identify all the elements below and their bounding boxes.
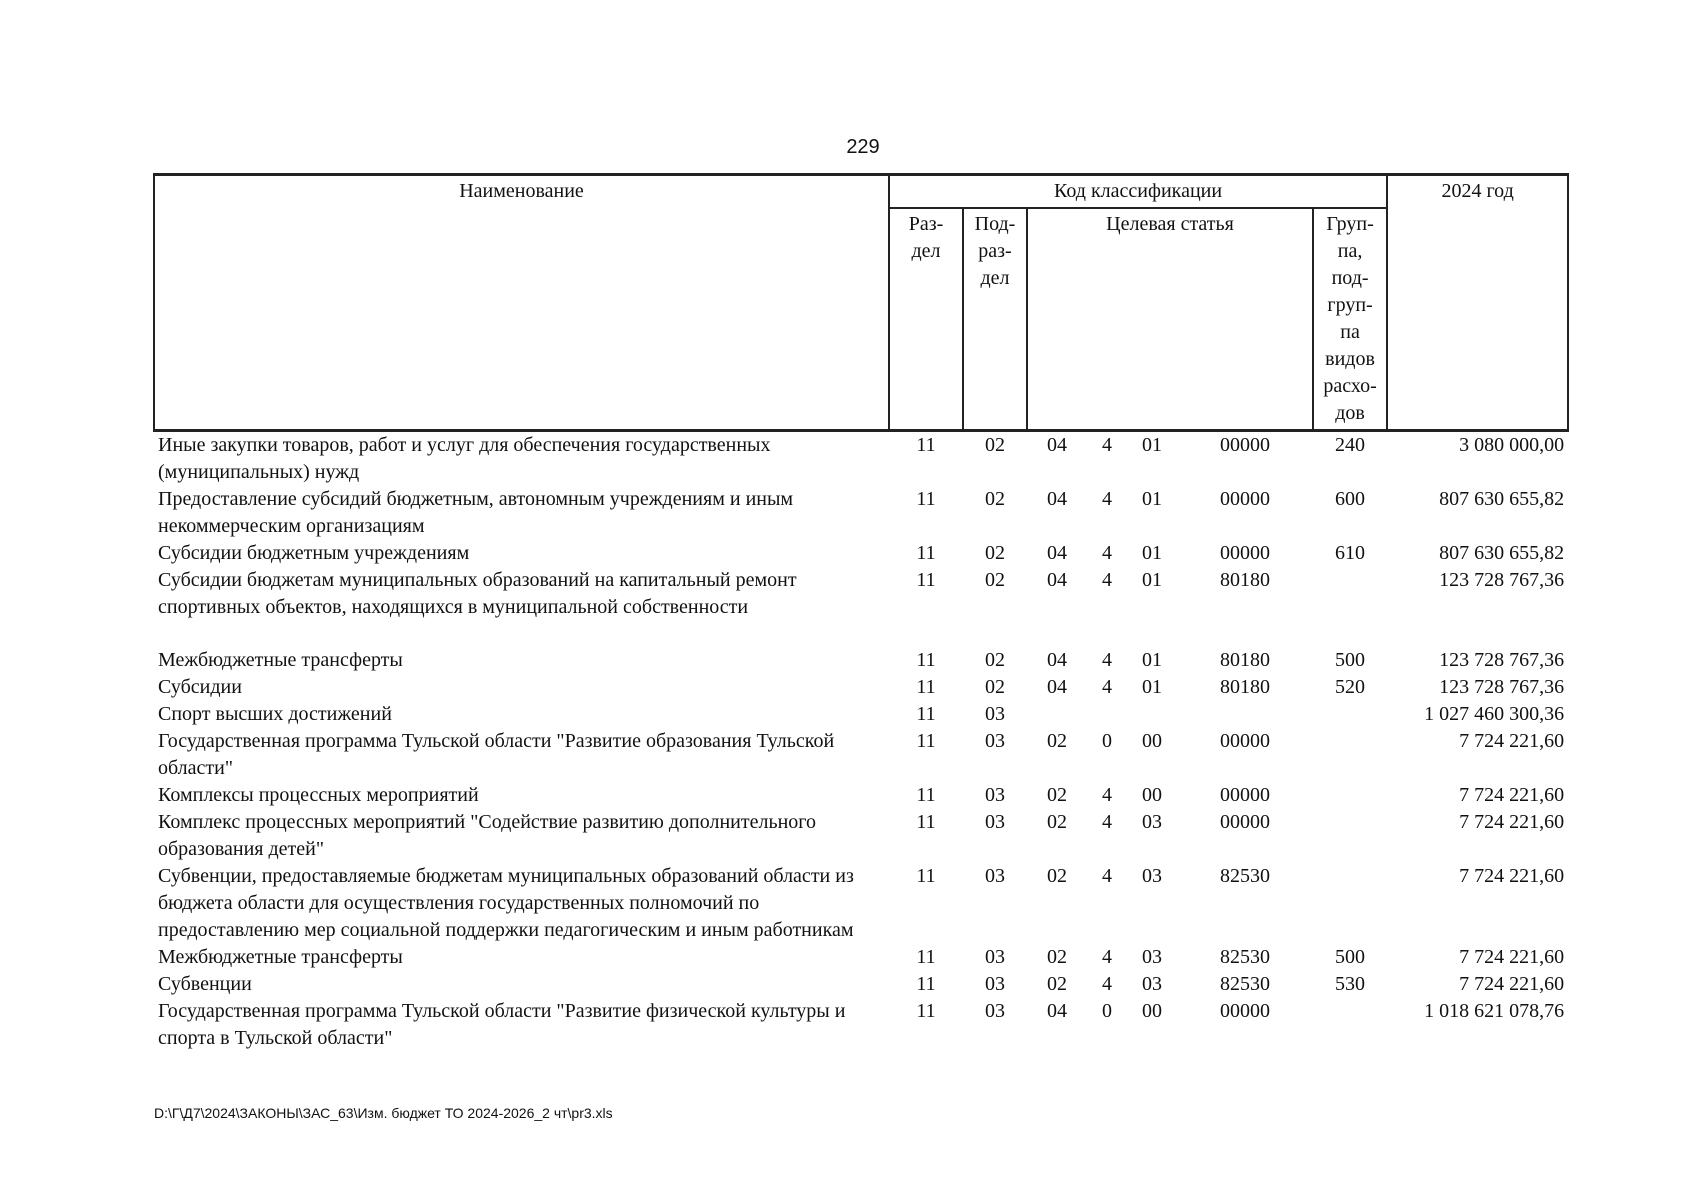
cell-name: Предоставление субсидий бюджетным, автономным учреждениям и иным некоммерческим организациям <box>158 488 794 537</box>
cell-razdel: 11 <box>916 784 936 806</box>
cell-c1 <box>1027 701 1087 728</box>
cell-c3: 01 <box>1142 488 1162 510</box>
table-row <box>154 782 1568 809</box>
cell-amount: 7 724 221,60 <box>1459 784 1565 806</box>
cell-c3: 01 <box>1142 649 1162 671</box>
cell-c3: 01 <box>1142 434 1162 456</box>
page-number: 229 <box>846 136 880 158</box>
cell-c4: 80180 <box>1220 649 1270 671</box>
cell-c2: 4 <box>1102 649 1112 671</box>
table-row <box>154 486 1568 540</box>
cell-name: Спорт высших достижений <box>158 703 392 725</box>
cell-name: Комплексы процессных мероприятий <box>158 784 479 806</box>
cell-podrazdel: 02 <box>985 676 1005 698</box>
cell-c2: 4 <box>1102 811 1112 833</box>
header-row-1 <box>154 175 1568 209</box>
cell-c1: 04 <box>1047 542 1067 564</box>
cell-c4: 00000 <box>1220 730 1270 752</box>
table-row <box>154 431 1568 487</box>
cell-podrazdel: 02 <box>985 542 1005 564</box>
cell-c3 <box>1127 701 1177 728</box>
cell-podrazdel: 02 <box>985 488 1005 510</box>
cell-vr: 600 <box>1335 488 1366 510</box>
cell-vr <box>1313 567 1387 621</box>
cell-c2: 4 <box>1102 784 1112 806</box>
cell-podrazdel: 03 <box>985 811 1005 833</box>
spacer-row <box>154 621 1568 647</box>
cell-c3: 01 <box>1142 569 1162 591</box>
table-row <box>154 540 1568 567</box>
cell-razdel: 11 <box>916 569 936 591</box>
table-row <box>154 728 1568 782</box>
cell-c3: 03 <box>1142 946 1162 968</box>
cell-c1: 02 <box>1047 811 1067 833</box>
cell-razdel: 11 <box>916 488 936 510</box>
header-group-line: видов <box>1325 348 1375 370</box>
cell-c4: 82530 <box>1220 973 1270 995</box>
cell-c3: 03 <box>1142 811 1162 833</box>
cell-c1: 04 <box>1047 1000 1067 1022</box>
header-group-line: па <box>1340 321 1360 343</box>
cell-c1: 02 <box>1047 946 1067 968</box>
cell-amount: 123 728 767,36 <box>1439 676 1565 698</box>
table-row <box>154 971 1568 998</box>
header-target: Целевая статья <box>1027 208 1313 431</box>
header-group-line: дов <box>1335 402 1365 424</box>
cell-name: Субсидии бюджетам муниципальных образований на капитальный ремонт спортивных объектов, находящихся в муниципальной собственности <box>158 569 797 618</box>
cell-c1: 04 <box>1047 649 1067 671</box>
table-row <box>154 863 1568 944</box>
cell-amount: 1 027 460 300,36 <box>1424 703 1565 725</box>
cell-c4 <box>1177 701 1313 728</box>
cell-name: Субсидии <box>158 676 242 698</box>
cell-vr <box>1313 728 1387 782</box>
cell-c2: 0 <box>1102 730 1112 752</box>
cell-podrazdel: 03 <box>985 946 1005 968</box>
cell-name: Государственная программа Тульской области "Развитие физической культуры и спорта в Тульской области" <box>158 1000 846 1049</box>
cell-podrazdel: 02 <box>985 649 1005 671</box>
cell-c2: 4 <box>1102 973 1112 995</box>
cell-name: Субсидии бюджетным учреждениям <box>158 542 470 564</box>
cell-c2: 4 <box>1102 569 1112 591</box>
budget-table <box>153 173 1569 1052</box>
table-body <box>154 431 1568 1053</box>
header-name: Наименование <box>154 175 889 431</box>
cell-c1: 04 <box>1047 569 1067 591</box>
cell-c2: 4 <box>1102 865 1112 887</box>
spacer-cell <box>154 621 1568 647</box>
cell-c4: 00000 <box>1220 434 1270 456</box>
cell-c3: 00 <box>1142 730 1162 752</box>
cell-c2: 4 <box>1102 676 1112 698</box>
header-year: 2024 год <box>1387 175 1568 431</box>
cell-amount: 7 724 221,60 <box>1459 973 1565 995</box>
cell-razdel: 11 <box>916 676 936 698</box>
cell-name: Субвенции, предоставляемые бюджетам муниципальных образований области из бюджета области для осуществления государственных полномочий по предоставлению мер социальной поддержки педагогическим и иным работникам <box>158 865 854 941</box>
file-path: D:\Г\Д7\2024\ЗАКОНЫ\ЗАС_63\Изм. бюджет ТО 2024-2026_2 чт\pr3.xls <box>154 1105 613 1121</box>
cell-vr <box>1313 701 1387 728</box>
header-razdel-line: Раз- <box>908 213 944 235</box>
cell-name: Субвенции <box>158 973 252 995</box>
cell-vr: 500 <box>1335 946 1366 968</box>
cell-vr: 530 <box>1335 973 1366 995</box>
cell-c4: 82530 <box>1220 946 1270 968</box>
header-code-group: Код классификации <box>889 175 1387 209</box>
cell-c1: 02 <box>1047 730 1067 752</box>
cell-name: Государственная программа Тульской области "Развитие образования Тульской области" <box>158 730 835 779</box>
cell-razdel: 11 <box>916 434 936 456</box>
table-row <box>154 647 1568 674</box>
table-row <box>154 674 1568 701</box>
header-razdel <box>889 208 963 431</box>
cell-podrazdel: 02 <box>985 434 1005 456</box>
cell-podrazdel: 02 <box>985 569 1005 591</box>
cell-c4: 82530 <box>1220 865 1270 887</box>
cell-vr: 520 <box>1335 676 1366 698</box>
cell-podrazdel: 03 <box>985 784 1005 806</box>
cell-razdel: 11 <box>916 1000 936 1022</box>
header-group-line: груп- <box>1327 294 1373 316</box>
cell-podrazdel: 03 <box>985 865 1005 887</box>
table-row <box>154 567 1568 621</box>
cell-amount: 3 080 000,00 <box>1459 434 1565 456</box>
cell-podrazdel: 03 <box>985 1000 1005 1022</box>
cell-amount: 7 724 221,60 <box>1459 946 1565 968</box>
header-group-line: Груп- <box>1326 213 1374 235</box>
cell-name: Межбюджетные трансферты <box>158 946 403 968</box>
cell-c4: 00000 <box>1220 488 1270 510</box>
cell-name: Иные закупки товаров, работ и услуг для обеспечения государственных (муниципальных) нужд <box>158 434 771 483</box>
header-group <box>1313 208 1387 431</box>
cell-c2: 0 <box>1102 1000 1112 1022</box>
table-row <box>154 998 1568 1052</box>
cell-name: Межбюджетные трансферты <box>158 649 403 671</box>
header-podrazdel-line: дел <box>980 267 1010 289</box>
cell-c3: 00 <box>1142 1000 1162 1022</box>
cell-vr <box>1313 809 1387 863</box>
cell-c3: 01 <box>1142 676 1162 698</box>
cell-c1: 02 <box>1047 865 1067 887</box>
cell-c4: 80180 <box>1220 569 1270 591</box>
cell-c2: 4 <box>1102 434 1112 456</box>
cell-c3: 01 <box>1142 542 1162 564</box>
cell-c1: 04 <box>1047 488 1067 510</box>
cell-c4: 00000 <box>1220 784 1270 806</box>
cell-podrazdel: 03 <box>985 730 1005 752</box>
header-razdel-line: дел <box>911 240 941 262</box>
cell-podrazdel: 03 <box>985 703 1005 725</box>
cell-amount: 1 018 621 078,76 <box>1424 1000 1565 1022</box>
cell-razdel: 11 <box>916 703 936 725</box>
cell-amount: 123 728 767,36 <box>1439 569 1565 591</box>
cell-vr: 610 <box>1335 542 1366 564</box>
cell-podrazdel: 03 <box>985 973 1005 995</box>
cell-vr <box>1313 998 1387 1052</box>
cell-c2: 4 <box>1102 488 1112 510</box>
cell-razdel: 11 <box>916 973 936 995</box>
cell-vr <box>1313 863 1387 944</box>
cell-amount: 7 724 221,60 <box>1459 730 1565 752</box>
cell-name: Комплекс процессных мероприятий "Содействие развитию дополнительного образования детей" <box>158 811 816 860</box>
cell-c2: 4 <box>1102 542 1112 564</box>
cell-amount: 7 724 221,60 <box>1459 811 1565 833</box>
cell-razdel: 11 <box>916 542 936 564</box>
cell-razdel: 11 <box>916 811 936 833</box>
header-podrazdel <box>963 208 1027 431</box>
cell-c4: 00000 <box>1220 542 1270 564</box>
cell-amount: 123 728 767,36 <box>1439 649 1565 671</box>
cell-razdel: 11 <box>916 865 936 887</box>
cell-c3: 00 <box>1142 784 1162 806</box>
cell-vr: 500 <box>1335 649 1366 671</box>
table-row <box>154 701 1568 728</box>
cell-c2 <box>1087 701 1127 728</box>
cell-c3: 03 <box>1142 973 1162 995</box>
cell-amount: 7 724 221,60 <box>1459 865 1565 887</box>
cell-razdel: 11 <box>916 730 936 752</box>
cell-c4: 00000 <box>1220 811 1270 833</box>
cell-vr: 240 <box>1335 434 1366 456</box>
cell-amount: 807 630 655,82 <box>1439 542 1565 564</box>
cell-c4: 00000 <box>1220 1000 1270 1022</box>
cell-c1: 02 <box>1047 973 1067 995</box>
cell-c1: 04 <box>1047 434 1067 456</box>
cell-c1: 04 <box>1047 676 1067 698</box>
header-group-line: расхо- <box>1323 375 1377 397</box>
cell-c1: 02 <box>1047 784 1067 806</box>
cell-c4: 80180 <box>1220 676 1270 698</box>
header-podrazdel-line: раз- <box>978 240 1012 262</box>
cell-c3: 03 <box>1142 865 1162 887</box>
cell-c2: 4 <box>1102 946 1112 968</box>
cell-vr <box>1313 782 1387 809</box>
header-group-line: па, под- <box>1331 240 1369 289</box>
header-podrazdel-line: Под- <box>974 213 1016 235</box>
cell-razdel: 11 <box>916 946 936 968</box>
table-row <box>154 944 1568 971</box>
table-row <box>154 809 1568 863</box>
cell-razdel: 11 <box>916 649 936 671</box>
cell-amount: 807 630 655,82 <box>1439 488 1565 510</box>
